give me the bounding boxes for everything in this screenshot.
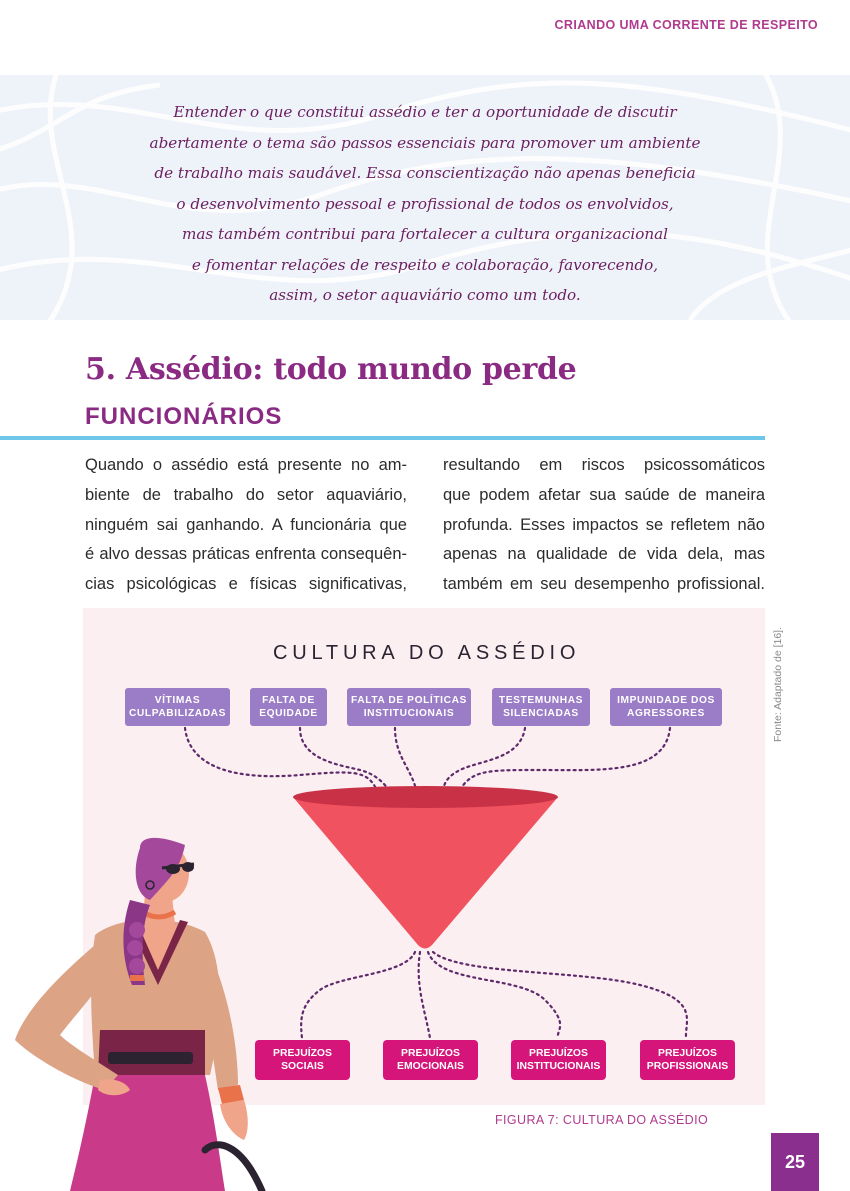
body-line: cias psicológicas e físicas significativas,	[85, 575, 407, 594]
funnel-icon	[293, 786, 558, 949]
running-header: CRIANDO UMA CORRENTE DE RESPEITO	[554, 18, 818, 32]
body-line: profunda. Esses impactos se refletem não	[443, 515, 765, 534]
cause-box-impunidade: IMPUNIDADE DOS AGRESSORES	[610, 688, 722, 726]
cause-box-politicas: FALTA DE POLÍTICAS INSTITUCIONAIS	[347, 688, 471, 726]
cause-box-testemunhas: TESTEMUNHAS SILENCIADAS	[492, 688, 590, 726]
intro-line: de trabalho mais saudável. Essa conscientização não apenas beneficia	[154, 164, 696, 182]
effect-box-emocionais: PREJUÍZOS EMOCIONAIS	[383, 1040, 478, 1080]
woman-illustration	[15, 838, 262, 1191]
body-column-left	[85, 451, 407, 600]
intro-line: assim, o setor aquaviário como um todo.	[269, 286, 581, 304]
effect-connectors	[301, 952, 687, 1038]
section-divider	[0, 436, 765, 440]
body-line: ninguém sai ganhando. A funcionária que	[85, 515, 407, 534]
body-line: apenas na qualidade de vida dela, mas	[443, 545, 765, 564]
body-line: resultando em riscos psicossomáticos	[443, 456, 765, 474]
cause-box-equidade: FALTA DE EQUIDADE	[250, 688, 327, 726]
section-title: 5. Assédio: todo mundo perde	[85, 352, 577, 387]
intro-text	[90, 97, 760, 311]
effect-box-institucionais: PREJUÍZOS INSTITUCIONAIS	[511, 1040, 606, 1080]
effect-box-sociais: PREJUÍZOS SOCIAIS	[255, 1040, 350, 1080]
body-line: que podem afetar sua saúde de maneira	[443, 485, 765, 504]
page-number: 25	[771, 1133, 819, 1191]
intro-line: abertamente o tema são passos essenciais para promover um ambiente	[149, 133, 701, 152]
effect-box-profissionais: PREJUÍZOS PROFISSIONAIS	[640, 1040, 735, 1080]
intro-line: e fomentar relações de respeito e colaboração, favorecendo,	[191, 255, 659, 274]
intro-line: o desenvolvimento pessoal e profissional de todos os envolvidos,	[176, 194, 674, 213]
body-column-right	[443, 451, 765, 600]
section-subtitle: FUNCIONÁRIOS	[85, 403, 283, 430]
body-line: biente de trabalho do setor aquaviário,	[85, 485, 407, 504]
body-line: Quando o assédio está presente no am-	[85, 456, 407, 474]
body-line: também em seu desempenho profissional.	[443, 575, 765, 594]
intro-line: mas também contribui para fortalecer a cultura organizacional	[181, 225, 669, 243]
figure-title: CULTURA DO ASSÉDIO	[273, 642, 581, 664]
intro-line: Entender o que constitui assédio e ter a oportunidade de discutir	[173, 103, 677, 121]
cause-box-vitimas: VÍTIMAS CULPABILIZADAS	[125, 688, 230, 726]
intro-callout	[0, 75, 850, 320]
figure-caption: FIGURA 7: CULTURA DO ASSÉDIO	[495, 1113, 709, 1127]
figure-source-credit: Fonte: Adaptado de [16].	[772, 626, 784, 742]
body-line: é alvo dessas práticas enfrenta consequên-	[85, 545, 407, 564]
